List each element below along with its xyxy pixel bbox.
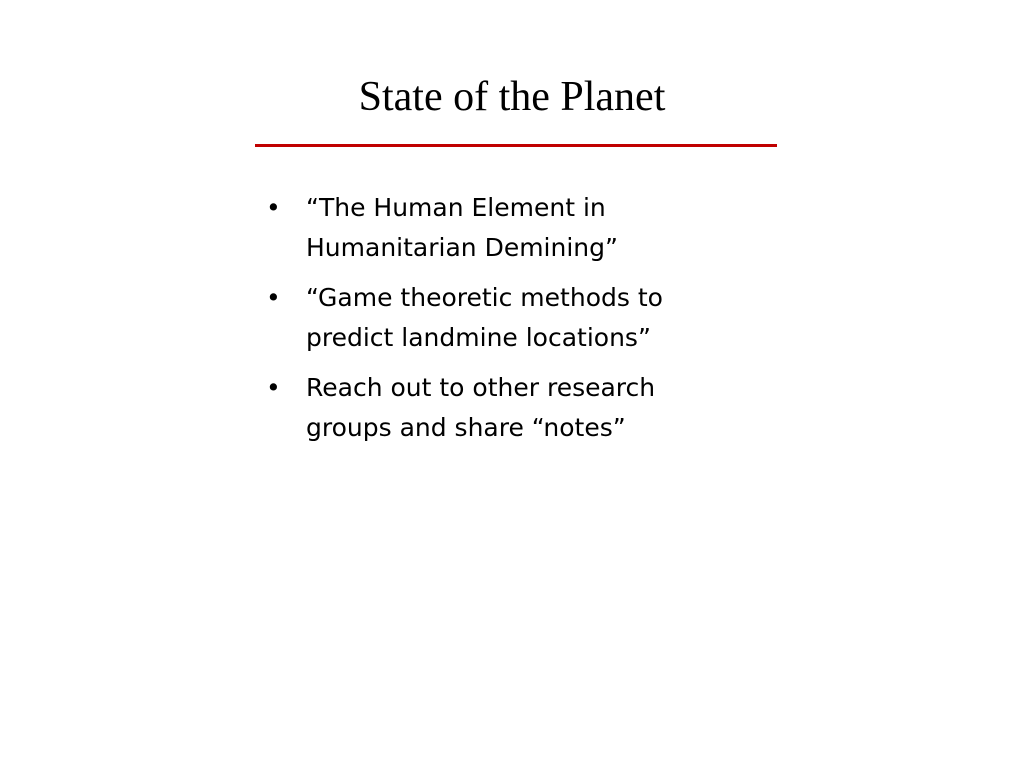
bullet-text: “Game theoretic methods to predict landmine locations” xyxy=(306,283,663,352)
bullet-item xyxy=(266,368,726,448)
bullet-icon: • xyxy=(266,283,281,312)
bullet-icon: • xyxy=(266,193,281,222)
bullet-item xyxy=(266,188,726,268)
bullet-item xyxy=(266,278,726,358)
bullet-text: Reach out to other research groups and share “notes” xyxy=(306,373,656,442)
bullet-text: “The Human Element in Humanitarian Demining” xyxy=(306,193,618,262)
title-underline xyxy=(255,144,777,147)
bullet-list xyxy=(266,188,726,458)
slide-title: State of the Planet xyxy=(358,74,666,120)
bullet-icon: • xyxy=(266,373,281,402)
